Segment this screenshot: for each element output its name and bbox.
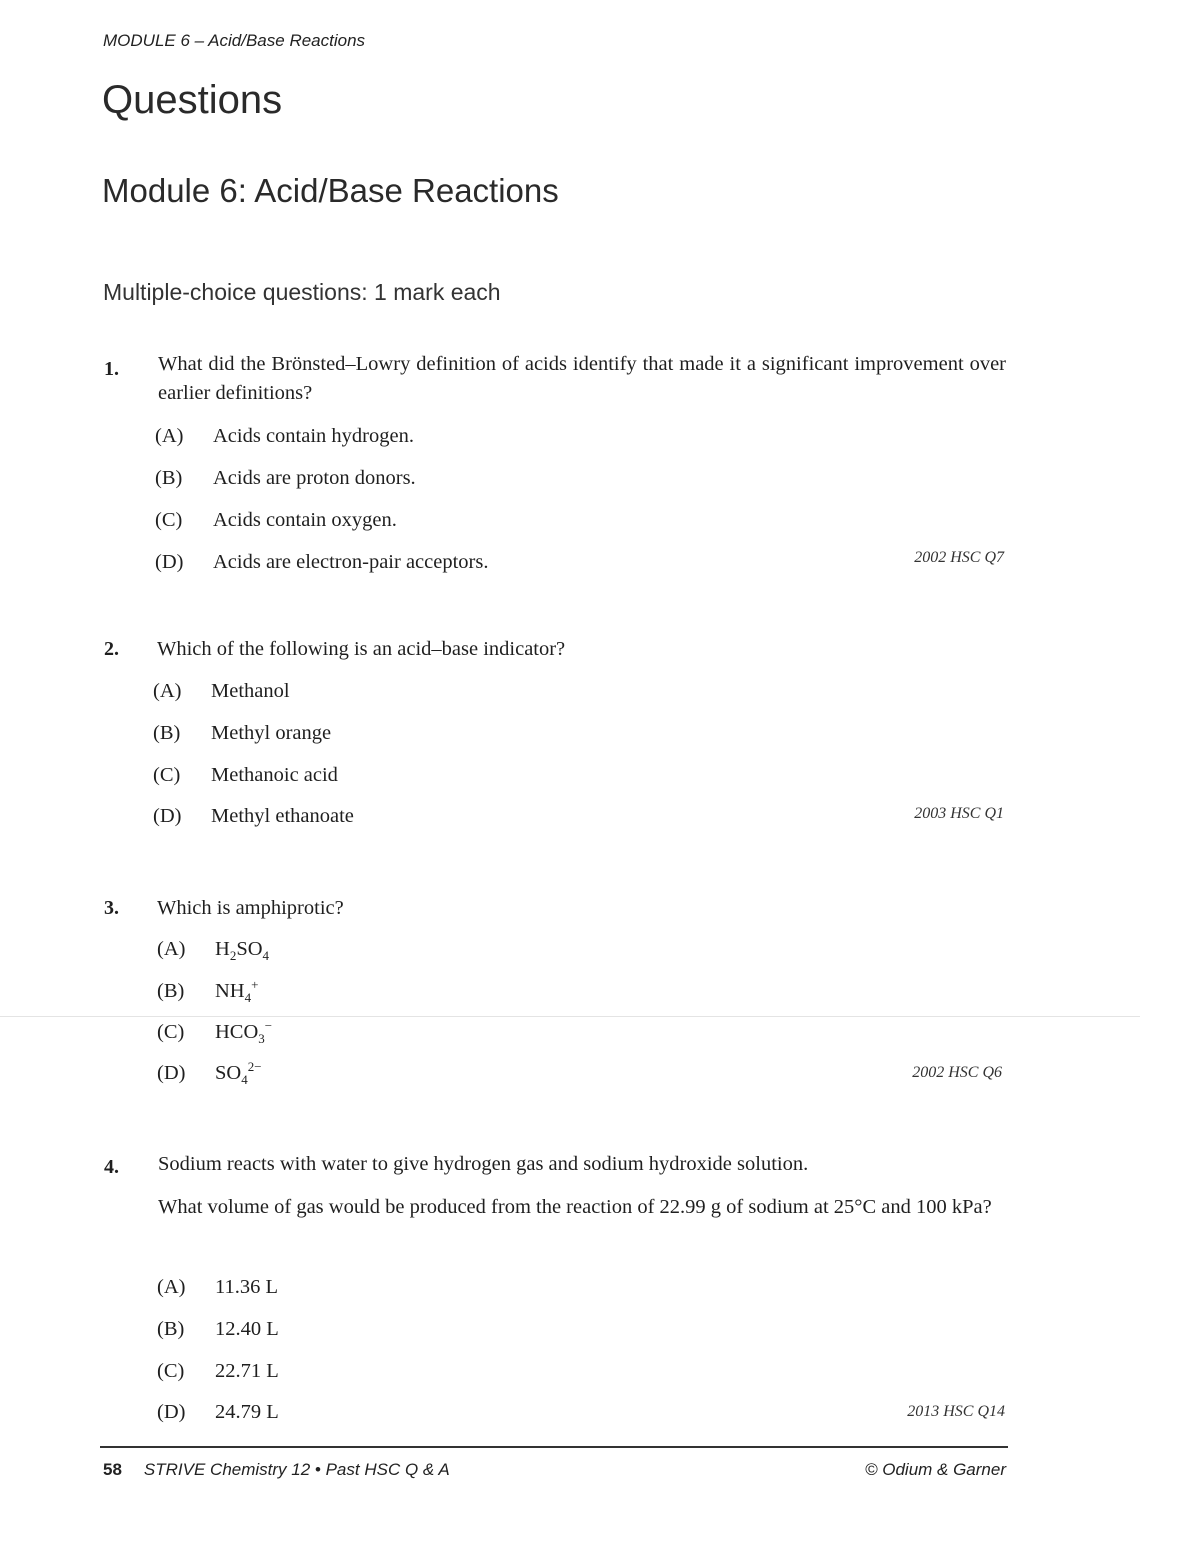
question-source: 2002 HSC Q6: [912, 1064, 1002, 1081]
option-b: [155, 467, 416, 490]
question-stem: Which of the following is an acid–base indicator?: [157, 638, 566, 660]
option-letter: (C): [153, 764, 181, 786]
option-text: Methyl orange: [211, 722, 332, 744]
section-title: Multiple-choice questions: 1 mark each: [103, 279, 501, 305]
module-title: Module 6: Acid/Base Reactions: [102, 172, 559, 209]
option-text: Acids contain hydrogen.: [213, 425, 414, 447]
option-text: Acids contain oxygen.: [213, 509, 397, 531]
option-d: [155, 551, 488, 574]
option-letter: (C): [157, 1021, 185, 1043]
footer-rule: [100, 1446, 1008, 1448]
option-a: [157, 1276, 278, 1299]
formula: $SO_4^{2-}$: [215, 1059, 262, 1088]
option-a: [157, 938, 270, 964]
running-head: MODULE 6 – Acid/Base Reactions: [103, 31, 366, 50]
option-letter: (B): [153, 722, 181, 744]
option-letter: (A): [155, 425, 184, 447]
question-stem: Which is amphiprotic?: [157, 897, 344, 919]
option-d: [157, 1401, 279, 1424]
book-title: STRIVE Chemistry 12 • Past HSC Q & A: [143, 1460, 450, 1479]
question-stem-continued: What volume of gas would be produced from the reaction of 22.99 g of sodium at 25°C and 100 kPa?: [158, 1196, 992, 1218]
option-c: [153, 764, 338, 787]
option-letter: (A): [153, 680, 182, 702]
option-letter: (D): [155, 551, 184, 573]
option-b: [157, 977, 259, 1006]
option-letter: (D): [153, 805, 182, 827]
option-letter: (B): [157, 1318, 185, 1340]
option-d: [153, 805, 354, 828]
option-text: Methyl ethanoate: [211, 805, 354, 827]
option-text: 12.40 L: [215, 1318, 279, 1340]
option-a: [153, 680, 290, 703]
question-number: 3.: [104, 897, 119, 919]
option-letter: (A): [157, 1276, 186, 1298]
option-d: [157, 1059, 262, 1088]
option-c: [157, 1360, 279, 1383]
option-b: [157, 1318, 279, 1341]
option-c: [157, 1018, 273, 1047]
option-c: [155, 509, 397, 532]
question-source: 2002 HSC Q7: [914, 549, 1004, 566]
formula: $H_2SO_4$: [215, 938, 270, 964]
question-number: 4.: [104, 1156, 119, 1178]
option-text: 22.71 L: [215, 1360, 279, 1382]
question-number: 1.: [104, 358, 119, 380]
footer-left: [103, 1460, 450, 1480]
question-source: 2003 HSC Q1: [914, 805, 1004, 822]
option-text: Methanoic acid: [211, 764, 338, 786]
question-stem: What did the Brönsted–Lowry definition of acids identify that made it a significant improvement over earlier definitions?: [158, 353, 1006, 404]
option-text: Acids are proton donors.: [213, 467, 416, 489]
formula: $NH_4^+$: [215, 977, 259, 1006]
page-number: 58: [103, 1460, 122, 1479]
option-a: [155, 425, 414, 448]
option-text: 24.79 L: [215, 1401, 279, 1423]
option-letter: (D): [157, 1062, 186, 1084]
option-letter: (B): [155, 467, 183, 489]
question-number: 2.: [104, 638, 119, 660]
option-letter: (C): [155, 509, 183, 531]
page-heading: Questions: [102, 78, 283, 122]
question-stem: Sodium reacts with water to give hydrogen gas and sodium hydroxide solution.: [158, 1153, 809, 1175]
option-letter: (B): [157, 980, 185, 1002]
option-text: Acids are electron-pair acceptors.: [213, 551, 489, 573]
option-text: Methanol: [211, 680, 290, 702]
option-letter: (C): [157, 1360, 185, 1382]
option-letter: (A): [157, 938, 186, 960]
option-text: 11.36 L: [215, 1276, 279, 1298]
option-letter: (D): [157, 1401, 186, 1423]
copyright: © Odium & Garner: [864, 1460, 1006, 1479]
question-source: 2013 HSC Q14: [907, 1403, 1005, 1420]
formula: $HCO_3^-$: [215, 1018, 273, 1047]
scan-artifact-line: [0, 1016, 1140, 1017]
option-b: [153, 722, 331, 745]
